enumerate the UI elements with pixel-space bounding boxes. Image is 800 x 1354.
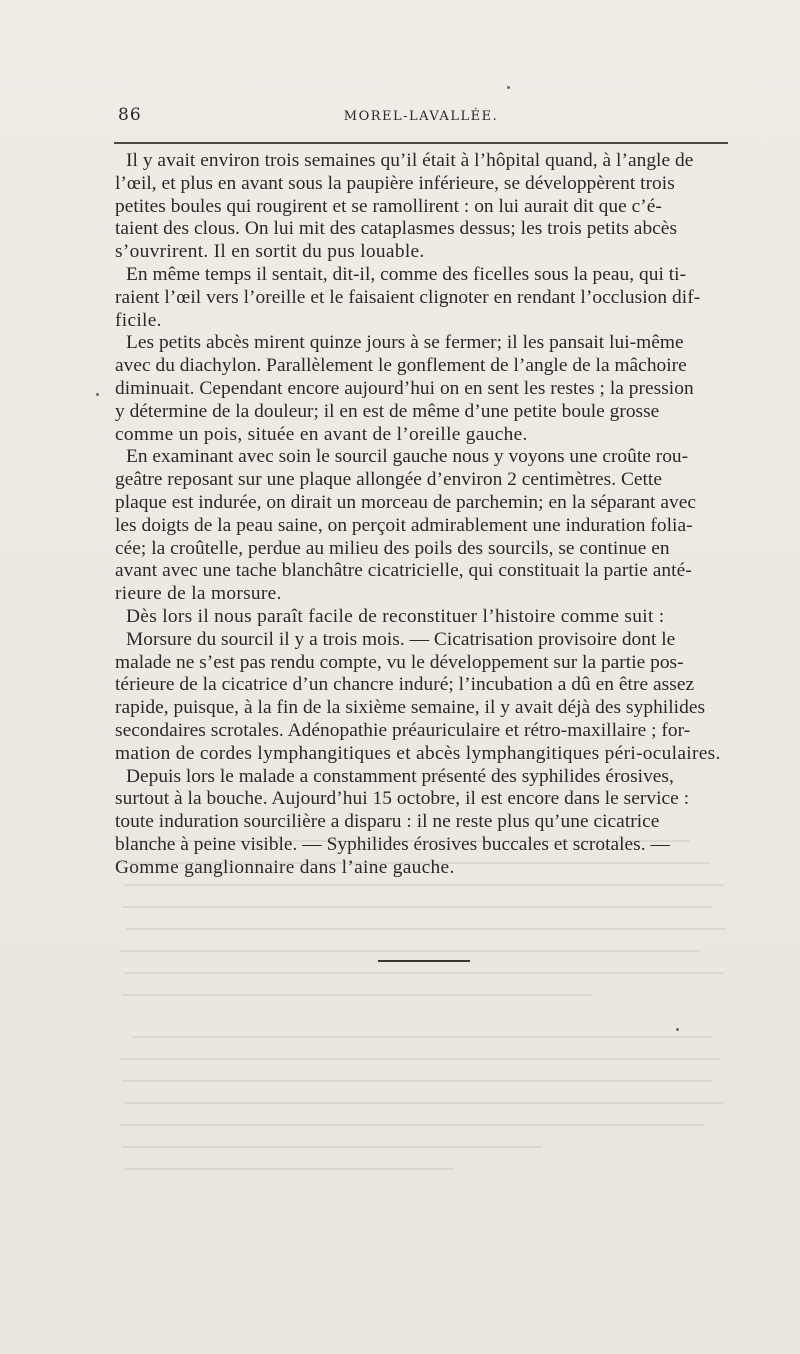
- text-line: Gomme ganglionnaire dans l’aine gauche.: [115, 856, 455, 878]
- text-line: toute induration sourcilière a disparu : il ne reste plus qu’une cicatrice: [115, 811, 660, 833]
- text-line: secondaires scrotales. Adénopathie préauriculaire et rétro-maxillaire ; for-: [115, 719, 691, 741]
- text-line: raient l’œil vers l’oreille et le faisaient clignoter en rendant l’occlusion dif-: [115, 286, 701, 308]
- text-line: taient des clous. On lui mit des cataplasmes dessus; les trois petits abcès: [115, 218, 678, 240]
- paper-speck: [96, 393, 99, 396]
- text-line: diminuait. Cependant encore aujourd’hui on en sent les restes ; la pression: [115, 377, 694, 399]
- text-line: mation de cordes lymphangitiques et abcès lymphangitiques péri-oculaires.: [115, 742, 721, 764]
- running-head: MOREL-LAVALLÉE.: [343, 109, 499, 124]
- text-line: Il y avait environ trois semaines qu’il était à l’hôpital quand, à l’angle de: [126, 150, 694, 171]
- paper-speck: [676, 1028, 679, 1031]
- text-line: avant avec une tache blanchâtre cicatricielle, qui constituait la partie anté-: [115, 560, 692, 582]
- text-line: petites boules qui rougirent et se ramollirent : on lui aurait dit que c’é-: [115, 195, 662, 217]
- page-header: [114, 103, 728, 129]
- text-line: ficile.: [115, 309, 162, 331]
- text-line: y détermine de la douleur; il en est de même d’une petite boule grosse: [115, 400, 660, 422]
- text-line: Dès lors il nous paraît facile de reconstituer l’histoire comme suit :: [126, 605, 665, 627]
- body-text: [115, 150, 755, 880]
- text-line: En examinant avec soin le sourcil gauche nous y voyons une croûte rou-: [126, 446, 689, 468]
- text-line: avec du diachylon. Parallèlement le gonflement de l’angle de la mâchoire: [115, 355, 687, 377]
- text-line: blanche à peine visible. — Syphilides érosives buccales et scrotales. —: [115, 833, 670, 855]
- text-line: Morsure du sourcil il y a trois mois. — Cicatrisation provisoire dont le: [126, 628, 676, 650]
- paper-speck: [507, 86, 510, 89]
- text-line: Depuis lors le malade a constamment présenté des syphilides érosives,: [126, 765, 674, 787]
- text-line: Les petits abcès mirent quinze jours à se fermer; il les pansait lui-même: [126, 332, 684, 354]
- page-number: 86: [118, 105, 142, 125]
- section-end-rule: [378, 960, 470, 962]
- text-line: térieure de la cicatrice d’un chancre induré; l’incubation a dû en être assez: [115, 674, 695, 696]
- show-through-text: [110, 830, 750, 1240]
- text-line: comme un pois, située en avant de l’oreille gauche.: [115, 423, 528, 445]
- text-line: plaque est indurée, on dirait un morceau de parchemin; en la séparant avec: [115, 491, 696, 513]
- text-line: rieure de la morsure.: [115, 583, 282, 605]
- text-line: surtout à la bouche. Aujourd’hui 15 octobre, il est encore dans le service :: [115, 788, 690, 810]
- text-line: rapide, puisque, à la fin de la sixième semaine, il y avait déjà des syphilides: [115, 697, 706, 719]
- text-line: s’ouvrirent. Il en sortit du pus louable.: [115, 241, 425, 263]
- text-line: les doigts de la peau saine, on perçoit admirablement une induration folia-: [115, 514, 693, 536]
- text-line: malade ne s’est pas rendu compte, vu le développement sur la partie pos-: [115, 651, 684, 673]
- text-line: cée; la croûtelle, perdue au milieu des poils des sourcils, se continue en: [115, 537, 670, 559]
- text-line: l’œil, et plus en avant sous la paupière inférieure, se développèrent trois: [115, 172, 675, 194]
- text-line: En même temps il sentait, dit-il, comme des ficelles sous la peau, qui ti-: [126, 263, 687, 285]
- header-rule: [114, 142, 728, 144]
- text-line: geâtre reposant sur une plaque allongée d’environ 2 centimètres. Cette: [115, 469, 662, 491]
